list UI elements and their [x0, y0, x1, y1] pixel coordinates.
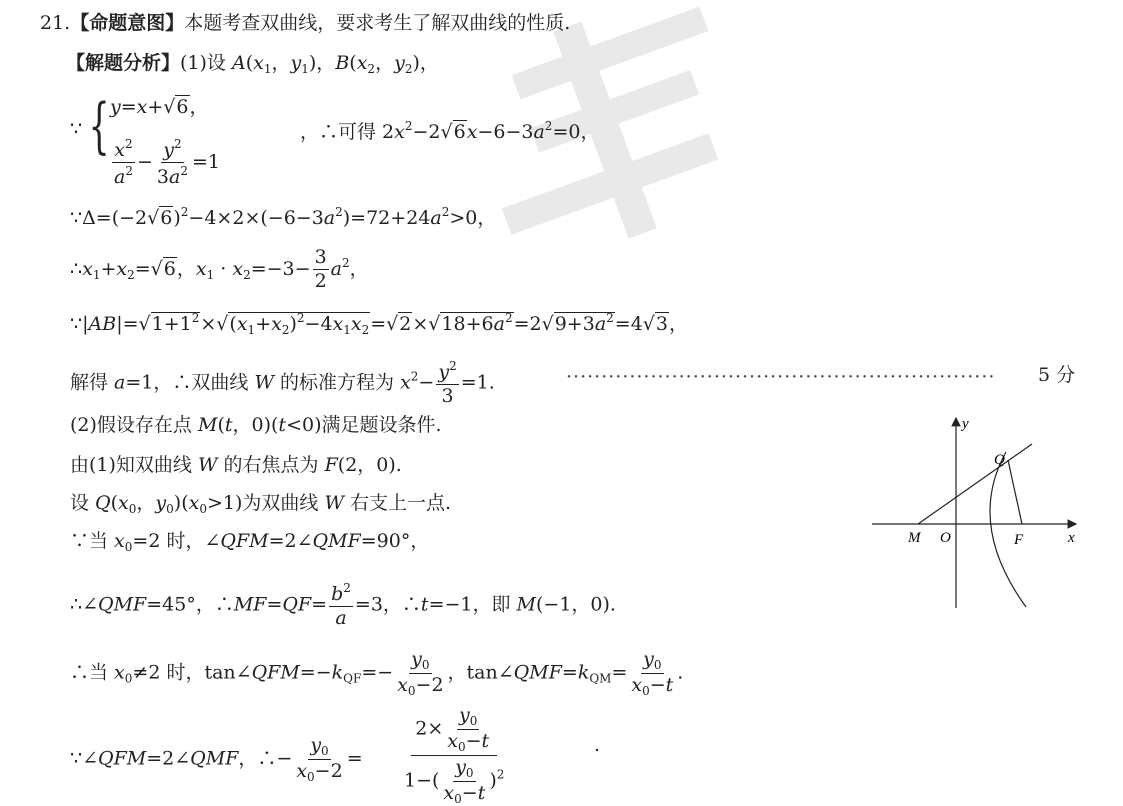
question-number: 21.	[40, 12, 71, 34]
intent-text: 本题考查双曲线，要求考生了解双曲线的性质.	[184, 12, 571, 34]
analysis-tag: 【解题分析】	[66, 52, 181, 74]
analysis-line	[66, 54, 439, 75]
question-header	[40, 14, 570, 33]
part2-line6: ∴当 $x_0\ne 2$ 时，$\tan\angle QFM=-k_{QF}=-$ $\frac{y_0}{x_0-2}$ ，$\tan\angle QMF=k_{QM}=$ $\frac{y_0}{x_0-t}$ .	[70, 648, 684, 698]
label-x: x	[1068, 530, 1075, 546]
hyperbola-figure	[866, 412, 1082, 614]
result-line: 解得 a=1，∴双曲线 W 的标准方程为 $x^2-$ $\frac{y^2}{3}$ =1.	[70, 359, 495, 407]
part2-line1: (2)假设存在点 M(t，0)(t<0)满足题设条件.	[70, 414, 442, 436]
system-conclusion: ，∴可得 $2x^2-2√6x-6-3a^2=0$，	[300, 119, 600, 143]
label-f: F	[1014, 532, 1024, 548]
segment-qf	[1008, 460, 1022, 524]
part2-line4: ∵当 $x_0=2$ 时，∠QFM=2∠QMF=90°，	[70, 530, 430, 554]
label-y: y	[962, 416, 969, 432]
line-mq	[918, 444, 1032, 524]
part2-line3: 设 $Q(x_0$，$y_0)(x_0>1)$为双曲线 W 右支上一点.	[70, 492, 452, 516]
label-q: Q	[994, 452, 1005, 468]
hyperbola-branch	[990, 452, 1026, 607]
ab-length-line: $\because|AB|=√1+1^2\times√(x_1+x_2)^2-4x_1x_2=√2\times√18+6a^2=2√9+3a^2=4√3$，	[70, 311, 689, 337]
intent-tag: 【命题意图】	[70, 12, 185, 34]
part2-line5: ∴∠QMF=45°，∴MF=QF= $\frac{b^2}{a}$ =3，∴t=−1，即 M(−1，0).	[70, 581, 616, 629]
part2-line2: 由(1)知双曲线 W 的右焦点为 F(2，0).	[70, 454, 402, 476]
delta-line: $\because\Delta=(-2√6)^2-4\times 2\times(-6-3a^2)=72+24a^2>0$，	[70, 205, 497, 229]
label-o: O	[940, 530, 951, 546]
dotted-leader: ·····························································	[566, 366, 996, 388]
vieta-line: $\therefore x_1+x_2=√6$，$x_1 \cdot x_2=-3-$ $\frac{3}{2}$ $a^2$，	[70, 246, 369, 292]
part1-intro: (1)设 $A(x_1$，$y_1$)，$B(x_2$，$y_2$)，	[180, 52, 439, 76]
label-m: M	[908, 530, 921, 546]
score-label: 5 分	[1038, 364, 1076, 386]
